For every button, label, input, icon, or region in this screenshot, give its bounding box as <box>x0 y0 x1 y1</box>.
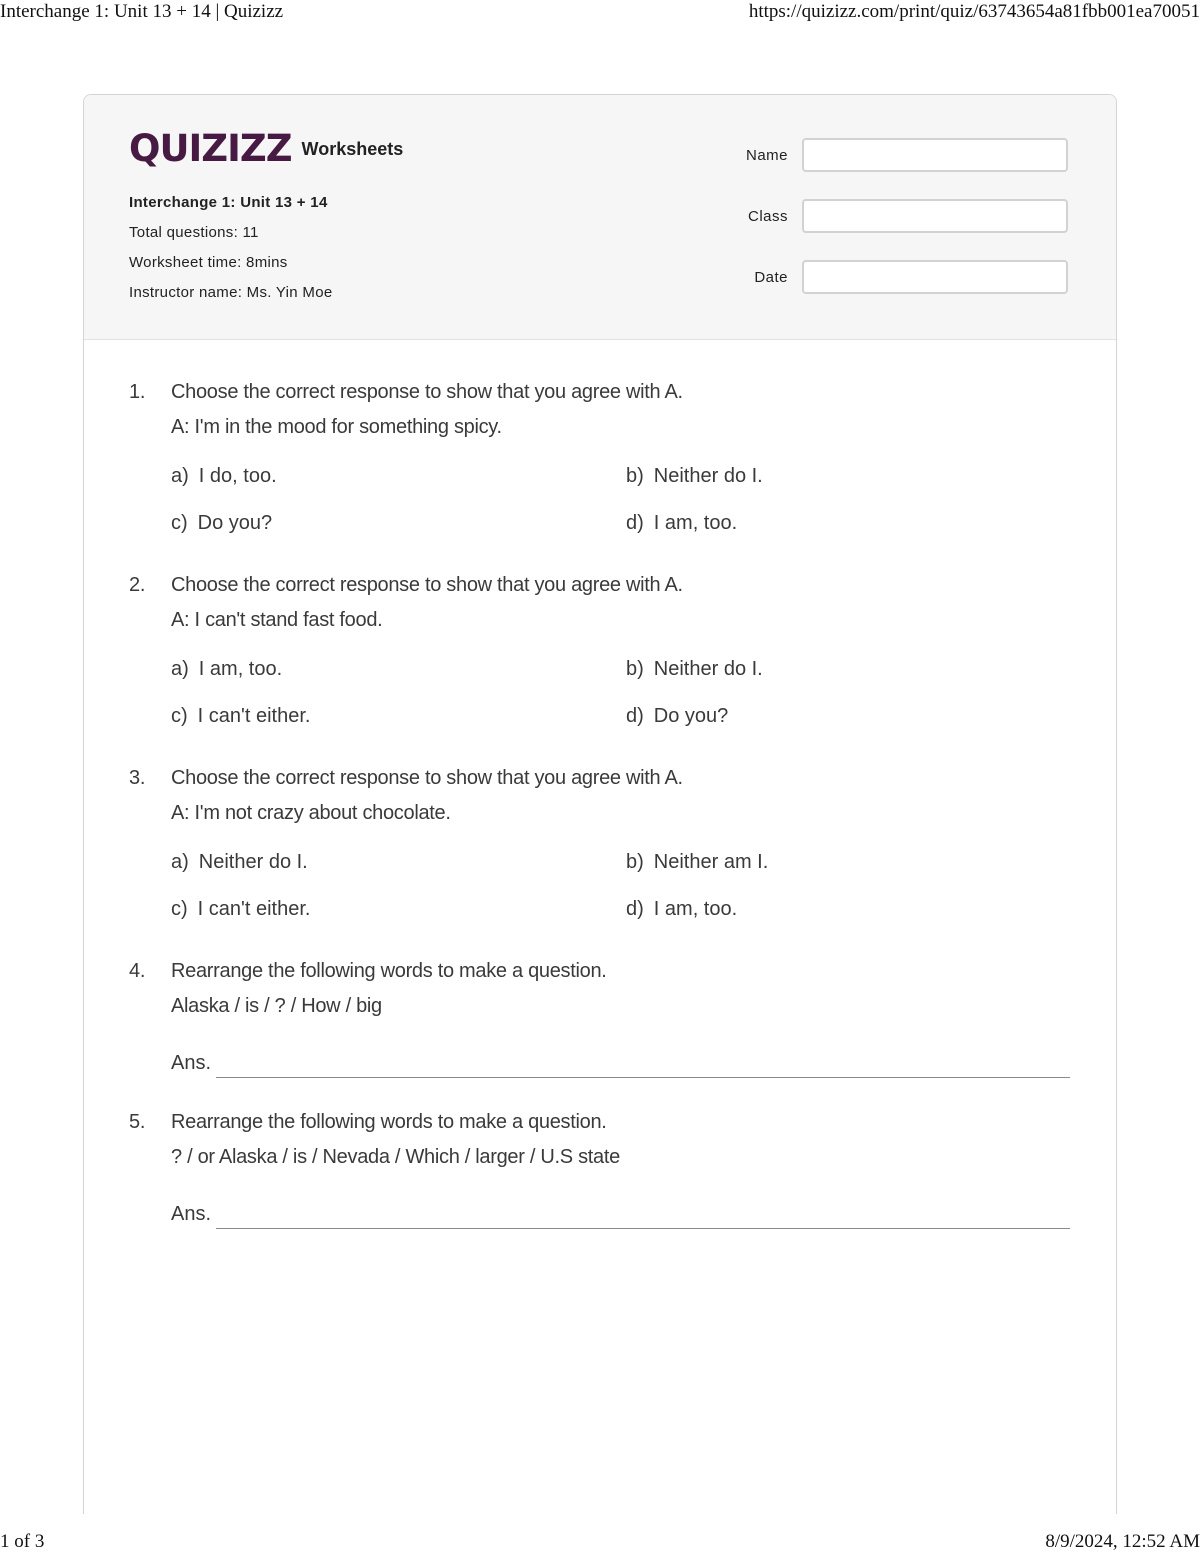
option-letter: b) <box>626 658 644 680</box>
option-text: Neither do I. <box>198 851 308 873</box>
option-text: Neither do I. <box>653 465 763 487</box>
question-prompt <box>129 375 1070 410</box>
option-letter: a) <box>171 465 189 487</box>
option-text: Neither do I. <box>653 658 763 680</box>
answer-options <box>171 845 1070 927</box>
question-1 <box>129 375 1070 541</box>
question-statement: Alaska / is / ? / How / big <box>171 995 382 1017</box>
brand <box>129 129 403 169</box>
question-text: Choose the correct response to show that you agree with A. <box>171 767 683 789</box>
option-d[interactable] <box>626 699 1070 734</box>
quiz-title: Interchange 1: Unit 13 + 14 <box>129 194 328 211</box>
answer-row <box>171 1042 1070 1078</box>
option-letter: d) <box>626 705 644 727</box>
option-b[interactable] <box>626 652 1070 687</box>
question-statement: A: I can't stand fast food. <box>171 609 383 631</box>
answer-row <box>171 1193 1070 1229</box>
quizizz-logo: QUIZIZZ <box>129 127 292 170</box>
question-number: 4. <box>129 960 146 982</box>
student-fields <box>746 137 1068 320</box>
brand-subtitle: Worksheets <box>301 138 404 159</box>
question-number: 3. <box>129 767 146 789</box>
question-2 <box>129 568 1070 734</box>
answer-options <box>171 459 1070 541</box>
option-letter: a) <box>171 658 189 680</box>
question-text: Rearrange the following words to make a question. <box>171 960 607 982</box>
option-text: I can't either. <box>197 898 311 920</box>
print-page-title: Interchange 1: Unit 13 + 14 | Quizizz <box>0 1 284 22</box>
question-statement: ? / or Alaska / is / Nevada / Which / larger / U.S state <box>171 1146 620 1168</box>
option-d[interactable] <box>626 506 1070 541</box>
answer-options <box>171 652 1070 734</box>
question-list <box>129 375 1070 1256</box>
date-row <box>746 259 1068 295</box>
option-text: I am, too. <box>198 658 283 680</box>
print-footer <box>0 1530 1200 1553</box>
worksheet-time: Worksheet time: 8mins <box>129 254 288 271</box>
option-text: I do, too. <box>198 465 277 487</box>
page-counter: 1 of 3 <box>0 1531 45 1552</box>
option-a[interactable] <box>171 845 626 880</box>
option-a[interactable] <box>171 652 626 687</box>
answer-line[interactable] <box>216 1045 1070 1078</box>
option-text: I can't either. <box>197 705 311 727</box>
quiz-meta <box>129 193 332 313</box>
question-prompt <box>129 954 1070 989</box>
worksheet-header <box>84 95 1116 340</box>
name-label: Name <box>745 146 788 164</box>
option-text: I am, too. <box>653 898 738 920</box>
answer-label: Ans. <box>171 1203 212 1225</box>
question-number: 1. <box>129 381 146 403</box>
question-4 <box>129 954 1070 1078</box>
question-prompt <box>129 568 1070 603</box>
option-text: Neither am I. <box>653 851 769 873</box>
question-3 <box>129 761 1070 927</box>
instructor-name: Instructor name: Ms. Yin Moe <box>129 284 333 301</box>
question-text: Choose the correct response to show that you agree with A. <box>171 574 683 596</box>
question-statement: A: I'm not crazy about chocolate. <box>171 802 451 824</box>
option-text: I am, too. <box>653 512 738 534</box>
question-prompt <box>129 1105 1070 1140</box>
worksheet <box>83 94 1117 1514</box>
question-text: Choose the correct response to show that you agree with A. <box>171 381 683 403</box>
class-label: Class <box>747 207 788 225</box>
option-b[interactable] <box>626 845 1070 880</box>
question-text: Rearrange the following words to make a question. <box>171 1111 607 1133</box>
option-letter: c) <box>171 705 188 727</box>
option-letter: a) <box>171 851 189 873</box>
print-page-url: https://quizizz.com/print/quiz/63743654a81fbb001ea70051 <box>748 1 1200 22</box>
date-field[interactable] <box>802 260 1068 294</box>
option-letter: b) <box>626 465 644 487</box>
name-row <box>746 137 1068 173</box>
option-text: Do you? <box>653 705 729 727</box>
option-c[interactable] <box>171 506 626 541</box>
option-letter: b) <box>626 851 644 873</box>
print-header <box>0 0 1200 26</box>
option-letter: c) <box>171 898 188 920</box>
option-c[interactable] <box>171 892 626 927</box>
option-letter: d) <box>626 512 644 534</box>
option-letter: c) <box>171 512 188 534</box>
option-d[interactable] <box>626 892 1070 927</box>
class-field[interactable] <box>802 199 1068 233</box>
option-letter: d) <box>626 898 644 920</box>
name-field[interactable] <box>802 138 1068 172</box>
question-statement: A: I'm in the mood for something spicy. <box>171 416 502 438</box>
date-label: Date <box>754 268 788 286</box>
total-questions: Total questions: 11 <box>129 224 259 241</box>
print-datetime: 8/9/2024, 12:52 AM <box>1045 1531 1200 1552</box>
option-a[interactable] <box>171 459 626 494</box>
option-text: Do you? <box>197 512 273 534</box>
option-c[interactable] <box>171 699 626 734</box>
option-b[interactable] <box>626 459 1070 494</box>
answer-label: Ans. <box>171 1052 212 1074</box>
question-5 <box>129 1105 1070 1229</box>
answer-line[interactable] <box>216 1196 1070 1229</box>
question-number: 2. <box>129 574 146 596</box>
question-prompt <box>129 761 1070 796</box>
class-row <box>746 198 1068 234</box>
question-number: 5. <box>129 1111 146 1133</box>
